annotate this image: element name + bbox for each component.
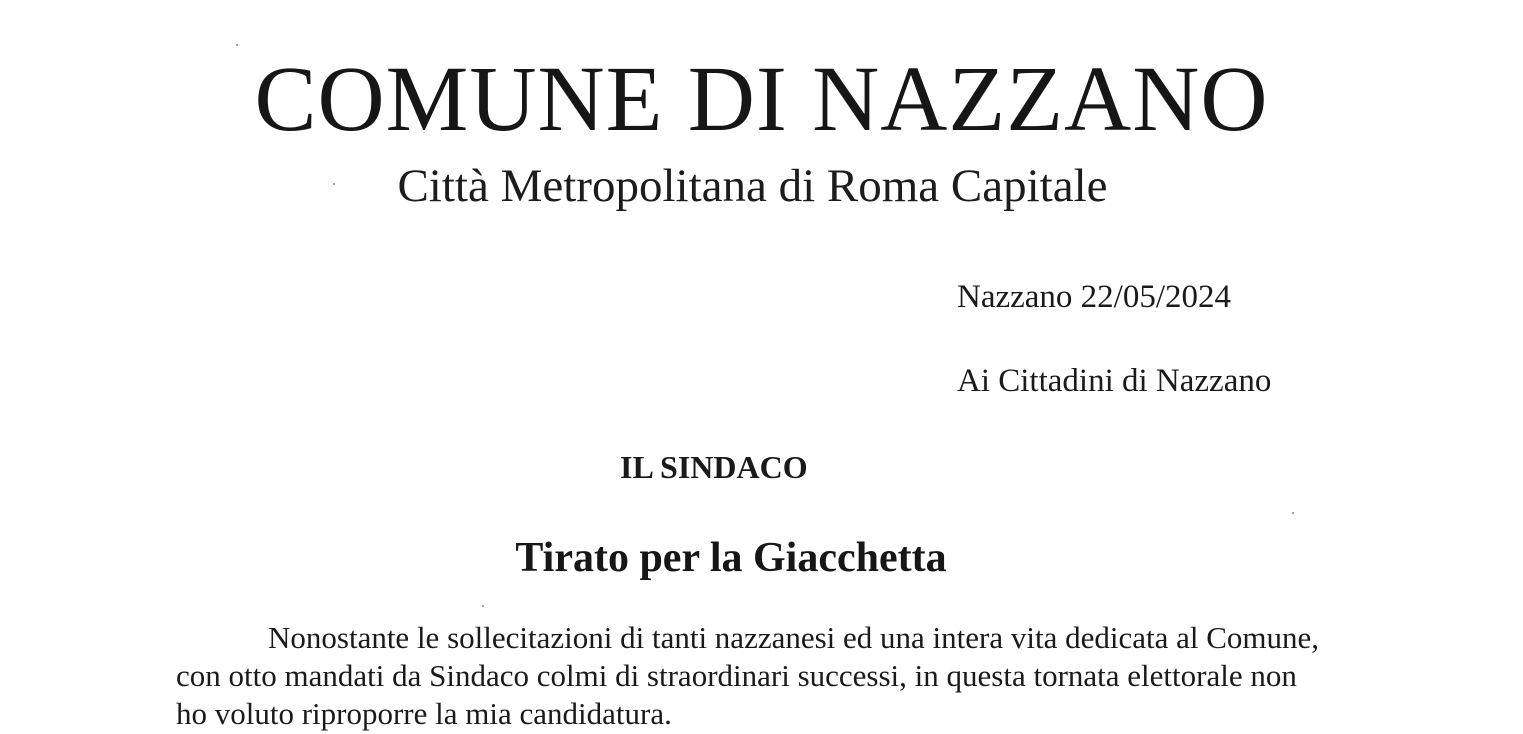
body-line: Nonostante le sollecitazioni di tanti nazzanesi ed una intera vita dedicata al Comune, — [268, 620, 1320, 655]
scan-speck — [236, 44, 238, 46]
scan-speck — [333, 183, 335, 185]
scan-speck — [1292, 512, 1294, 514]
municipality-subtitle: Città Metropolitana di Roma Capitale — [397, 160, 1108, 212]
body-line: ho voluto riproporre la mia candidatura. — [176, 696, 672, 731]
body-line: con otto mandati da Sindaco colmi di straordinari successi, in questa tornata elettorale non — [176, 658, 1297, 693]
letter-date: Nazzano 22/05/2024 — [957, 279, 1232, 315]
letter-body — [176, 619, 1346, 733]
letter-recipient: Ai Cittadini di Nazzano — [957, 363, 1272, 399]
letter-signer: IL SINDACO — [620, 449, 808, 485]
scan-speck — [482, 605, 484, 607]
letter-heading: Tirato per la Giacchetta — [515, 535, 947, 581]
municipality-title: COMUNE DI NAZZANO — [254, 48, 1269, 151]
